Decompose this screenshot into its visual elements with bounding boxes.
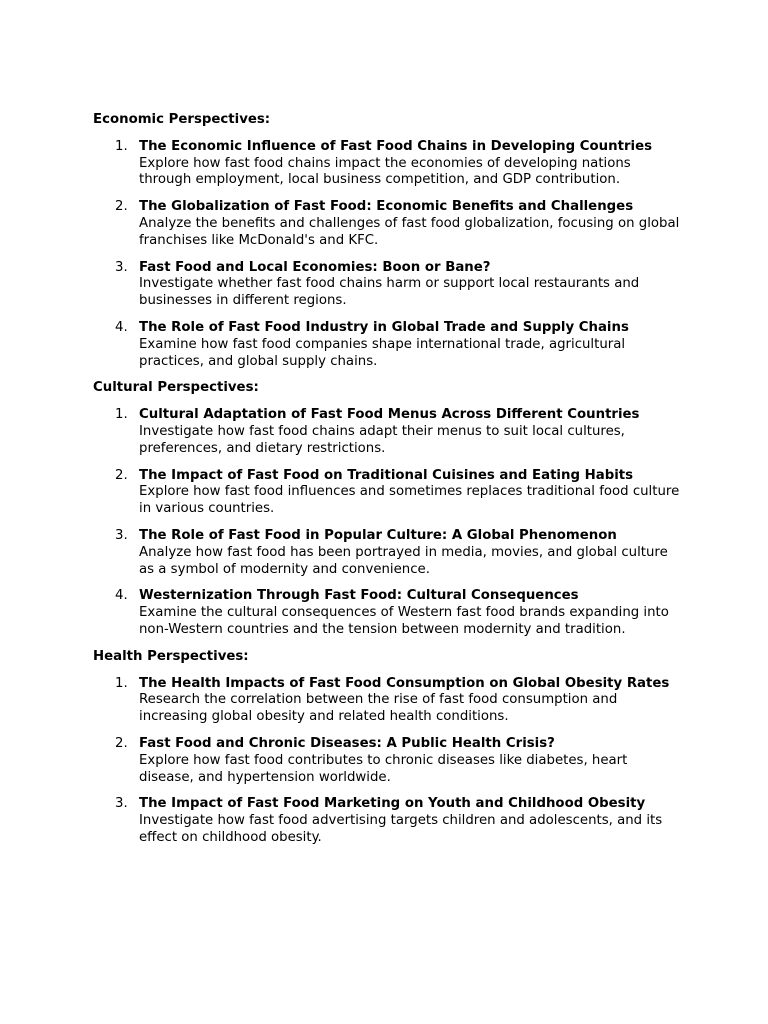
item-number: 4.: [115, 588, 128, 604]
section-cultural: [93, 380, 683, 638]
list-item: [93, 588, 683, 638]
list-item: [93, 676, 683, 726]
item-title: The Impact of Fast Food Marketing on Youth and Childhood Obesity: [139, 796, 646, 812]
item-description: Examine how fast food companies shape international trade, agricultural practices, and global supply chains.: [139, 336, 626, 369]
item-description: Research the correlation between the rise of fast food consumption and increasing global obesity and related health conditions.: [139, 692, 618, 725]
item-title: The Role of Fast Food in Popular Culture: A Global Phenomenon: [139, 527, 617, 543]
item-number: 1.: [115, 407, 128, 423]
item-number: 2.: [115, 199, 128, 215]
item-title: The Impact of Fast Food on Traditional Cuisines and Eating Habits: [139, 467, 634, 483]
item-number: 2.: [115, 735, 128, 751]
section-heading: Economic Perspectives:: [93, 112, 271, 127]
topic-list: [93, 139, 683, 371]
topic-list: [93, 407, 683, 639]
item-number: 1.: [115, 675, 128, 691]
topic-list: [93, 676, 683, 847]
item-title: Fast Food and Chronic Diseases: A Public Health Crisis?: [139, 735, 555, 751]
item-description: Investigate how fast food chains adapt their menus to suit local cultures, preferences, and dietary restrictions.: [139, 423, 625, 456]
item-number: 1.: [115, 138, 128, 154]
item-description: Investigate how fast food advertising targets children and adolescents, and its effect on childhood obesity.: [139, 813, 663, 845]
list-item: [93, 796, 683, 846]
list-item: [93, 528, 683, 578]
item-title: The Globalization of Fast Food: Economic Benefits and Challenges: [139, 199, 634, 215]
item-number: 3.: [115, 259, 128, 275]
section-health: [93, 649, 683, 847]
section-heading: Health Perspectives:: [93, 648, 249, 664]
item-title: Westernization Through Fast Food: Cultural Consequences: [139, 588, 579, 604]
section-economic: [93, 112, 683, 370]
item-title: The Economic Influence of Fast Food Chains in Developing Countries: [139, 138, 653, 154]
section-heading: Cultural Perspectives:: [93, 380, 259, 396]
list-item: [93, 407, 683, 457]
item-title: The Health Impacts of Fast Food Consumption on Global Obesity Rates: [139, 675, 670, 691]
list-item: [93, 199, 683, 249]
list-item: [93, 320, 683, 370]
item-description: Analyze the benefits and challenges of fast food globalization, focusing on global franchises like McDonald's and KFC.: [139, 215, 680, 248]
item-description: Examine the cultural consequences of Western fast food brands expanding into non-Western countries and the tension between modernity and tradition.: [139, 605, 669, 637]
item-title: Fast Food and Local Economies: Boon or Bane?: [139, 259, 491, 275]
list-item: [93, 468, 683, 518]
item-number: 3.: [115, 796, 128, 812]
list-item: [93, 736, 683, 786]
item-title: The Role of Fast Food Industry in Global Trade and Supply Chains: [139, 319, 629, 335]
item-description: Explore how fast food chains impact the economies of developing nations through employment, local business competition, and GDP contribution.: [139, 155, 631, 188]
item-description: Analyze how fast food has been portrayed in media, movies, and global culture as a symbol of modernity and convenience.: [139, 544, 668, 577]
list-item: [93, 260, 683, 310]
document-page: [93, 112, 683, 847]
item-description: Investigate whether fast food chains harm or support local restaurants and businesses in different regions.: [139, 276, 640, 309]
item-description: Explore how fast food contributes to chronic diseases like diabetes, heart disease, and hypertension worldwide.: [139, 752, 628, 785]
item-number: 2.: [115, 467, 128, 483]
item-title: Cultural Adaptation of Fast Food Menus Across Different Countries: [139, 407, 640, 423]
item-number: 3.: [115, 527, 128, 543]
item-description: Explore how fast food influences and sometimes replaces traditional food culture in various countries.: [139, 484, 680, 517]
list-item: [93, 139, 683, 189]
item-number: 4.: [115, 319, 128, 335]
